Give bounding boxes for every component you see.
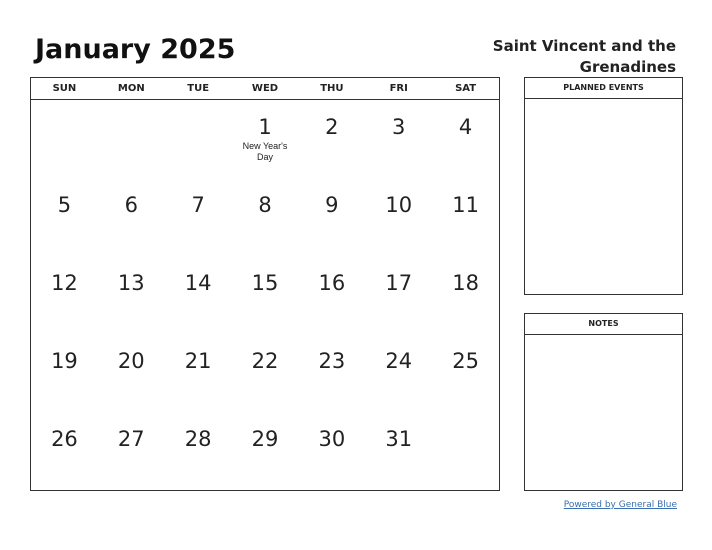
- calendar-day-cell: [432, 100, 499, 178]
- page-title: January 2025: [35, 34, 236, 65]
- weekday-header: THU: [320, 83, 344, 94]
- date-number: 14: [184, 271, 212, 295]
- weekday-header: FRI: [389, 83, 408, 94]
- calendar-day-cell: [298, 334, 365, 412]
- date-number: 1: [258, 115, 272, 139]
- calendar-day-cell: [232, 178, 299, 256]
- calendar-day-cell: [365, 256, 432, 334]
- weekday-header: SAT: [455, 83, 477, 94]
- calendar-day-cell: [432, 412, 499, 490]
- calendar-day-cell: [165, 334, 232, 412]
- calendar-day-cell: [98, 256, 165, 334]
- date-number: 31: [385, 427, 413, 451]
- date-number: 15: [251, 271, 279, 295]
- date-number: 16: [318, 271, 346, 295]
- date-number: 20: [117, 349, 145, 373]
- date-number: 19: [51, 349, 78, 373]
- planned-events-header: PLANNED EVENTS: [525, 78, 682, 99]
- calendar-week-row: [31, 256, 499, 334]
- calendar-day-cell: [432, 334, 499, 412]
- calendar-day-cell: [298, 412, 365, 490]
- date-number: 18: [452, 271, 479, 295]
- weekday-header: TUE: [187, 83, 210, 94]
- calendar-day-cell: [31, 178, 98, 256]
- date-number: 5: [57, 193, 72, 217]
- calendar-day-cell: [298, 256, 365, 334]
- date-number: 9: [325, 193, 339, 217]
- calendar-day-cell: [98, 100, 165, 178]
- calendar-day-cell: [165, 178, 232, 256]
- date-number: 27: [117, 427, 145, 451]
- date-number: 30: [318, 427, 346, 451]
- date-number: 4: [458, 115, 473, 139]
- calendar-day-cell: [98, 178, 165, 256]
- holiday-label: New Year's Day: [242, 141, 288, 162]
- weekday-header: MON: [117, 83, 145, 94]
- weekday-header: SUN: [52, 83, 77, 94]
- date-number: 3: [392, 115, 406, 139]
- calendar-day-cell: [298, 178, 365, 256]
- date-number: 8: [258, 193, 272, 217]
- calendar-day-cell: [365, 178, 432, 256]
- date-number: 29: [251, 427, 279, 451]
- notes-panel: [524, 313, 683, 491]
- calendar-day-cell: [98, 334, 165, 412]
- calendar-day-cell: [31, 100, 98, 178]
- date-number: 2: [325, 115, 339, 139]
- calendar-day-cell: [365, 100, 432, 178]
- date-number: 23: [318, 349, 346, 373]
- calendar-week-row: [31, 334, 499, 412]
- calendar-day-cell: [31, 334, 98, 412]
- notes-header: NOTES: [525, 314, 682, 335]
- date-number: 10: [385, 193, 413, 217]
- calendar-day-cell: [365, 412, 432, 490]
- calendar-day-cell: [31, 256, 98, 334]
- calendar-day-cell: [232, 256, 299, 334]
- date-number: 24: [385, 349, 413, 373]
- calendar-day-cell: [432, 178, 499, 256]
- date-number: 11: [452, 193, 479, 217]
- calendar-day-cell: [232, 412, 299, 490]
- calendar-week-row: [31, 100, 499, 178]
- date-number: 26: [51, 427, 78, 451]
- date-number: 17: [385, 271, 413, 295]
- calendar-day-cell: [232, 100, 299, 178]
- date-number: 21: [184, 349, 212, 373]
- calendar-week-row: [31, 412, 499, 490]
- calendar-weeks: [31, 100, 499, 490]
- date-number: 12: [51, 271, 78, 295]
- calendar-week-row: [31, 178, 499, 256]
- calendar-day-cell: [298, 100, 365, 178]
- calendar-day-cell: [98, 412, 165, 490]
- powered-by-link[interactable]: Powered by General Blue: [563, 500, 677, 510]
- calendar-day-cell: [232, 334, 299, 412]
- weekday-header: WED: [251, 83, 279, 94]
- calendar-day-cell: [165, 412, 232, 490]
- month-calendar-grid: [30, 77, 500, 491]
- date-number: 25: [452, 349, 479, 373]
- date-number: 13: [117, 271, 145, 295]
- calendar-day-cell: [432, 256, 499, 334]
- weekday-header-row: [31, 78, 499, 100]
- date-number: 6: [124, 193, 138, 217]
- date-number: 28: [184, 427, 212, 451]
- calendar-day-cell: [165, 100, 232, 178]
- calendar-day-cell: [365, 334, 432, 412]
- date-number: 7: [191, 193, 205, 217]
- date-number: 22: [251, 349, 279, 373]
- planned-events-panel: [524, 77, 683, 295]
- country-name: Saint Vincent and the Grenadines: [492, 37, 676, 76]
- calendar-day-cell: [31, 412, 98, 490]
- calendar-day-cell: [165, 256, 232, 334]
